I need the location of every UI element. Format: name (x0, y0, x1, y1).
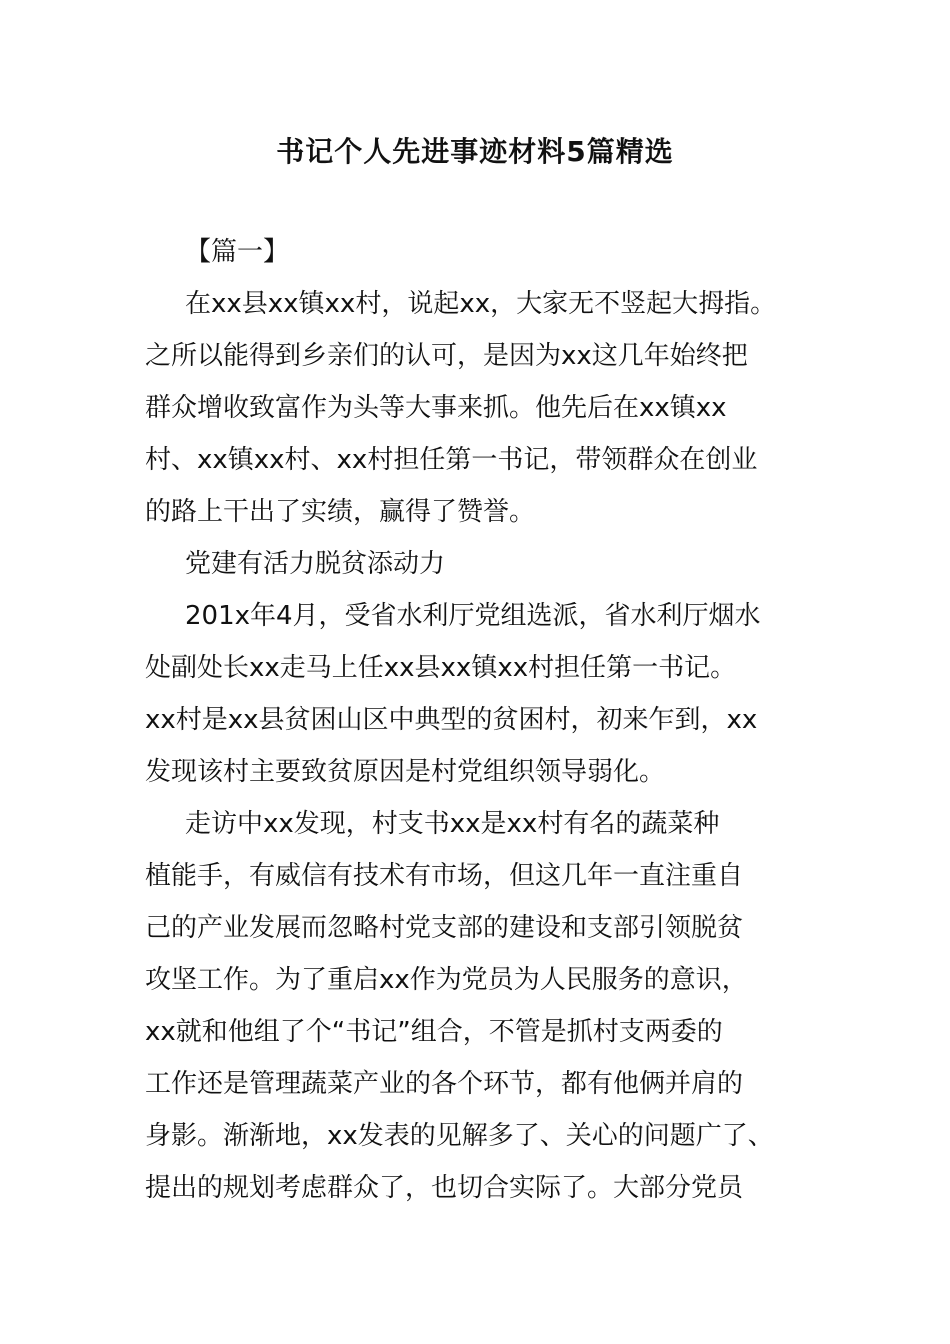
paragraph-line: 处副处长xx走马上任xx县xx镇xx村担任第一书记。 (145, 653, 737, 683)
paragraph-line: 之所以能得到乡亲们的认可，是因为xx这几年始终把 (145, 341, 748, 371)
paragraph-line: 工作还是管理蔬菜产业的各个环节，都有他俩并肩的 (145, 1069, 744, 1099)
paragraph-line: 群众增收致富作为头等大事来抓。他先后在xx镇xx (145, 393, 727, 423)
section-heading: 【篇一】 (185, 237, 290, 267)
paragraph-line: 走访中xx发现，村支书xx是xx村有名的蔬菜种 (185, 809, 720, 839)
paragraph-line: 提出的规划考虑群众了，也切合实际了。大部分党员 (145, 1173, 744, 1203)
paragraph-line: 己的产业发展而忽略村党支部的建设和支部引领脱贫 (145, 913, 744, 943)
paragraph-line: xx就和他组了个“书记”组合，不管是抓村支两委的 (145, 1017, 723, 1047)
paragraph-line: 在xx县xx镇xx村，说起xx，大家无不竖起大拇指。 (185, 289, 777, 319)
paragraph-line: 的路上干出了实绩，赢得了赞誉。 (145, 497, 536, 527)
document-body (145, 226, 810, 1214)
paragraph-line: xx村是xx县贫困山区中典型的贫困村，初来乍到，xx (145, 705, 758, 735)
paragraph-line: 攻坚工作。为了重启xx作为党员为人民服务的意识， (145, 965, 748, 995)
paragraph-line: 201x年4月，受省水利厅党组选派，省水利厅烟水 (185, 601, 761, 631)
paragraph-line: 植能手，有威信有技术有市场，但这几年一直注重自 (145, 861, 744, 891)
subheading: 党建有活力脱贫添动力 (185, 549, 446, 579)
paragraph-line: 村、xx镇xx村、xx村担任第一书记，带领群众在创业 (145, 445, 758, 475)
document-title: 书记个人先进事迹材料5篇精选 (276, 135, 674, 168)
paragraph-line: 发现该村主要致贫原因是村党组织领导弱化。 (145, 757, 666, 787)
paragraph-line: 身影。渐渐地，xx发表的见解多了、关心的问题广了、 (145, 1121, 774, 1151)
